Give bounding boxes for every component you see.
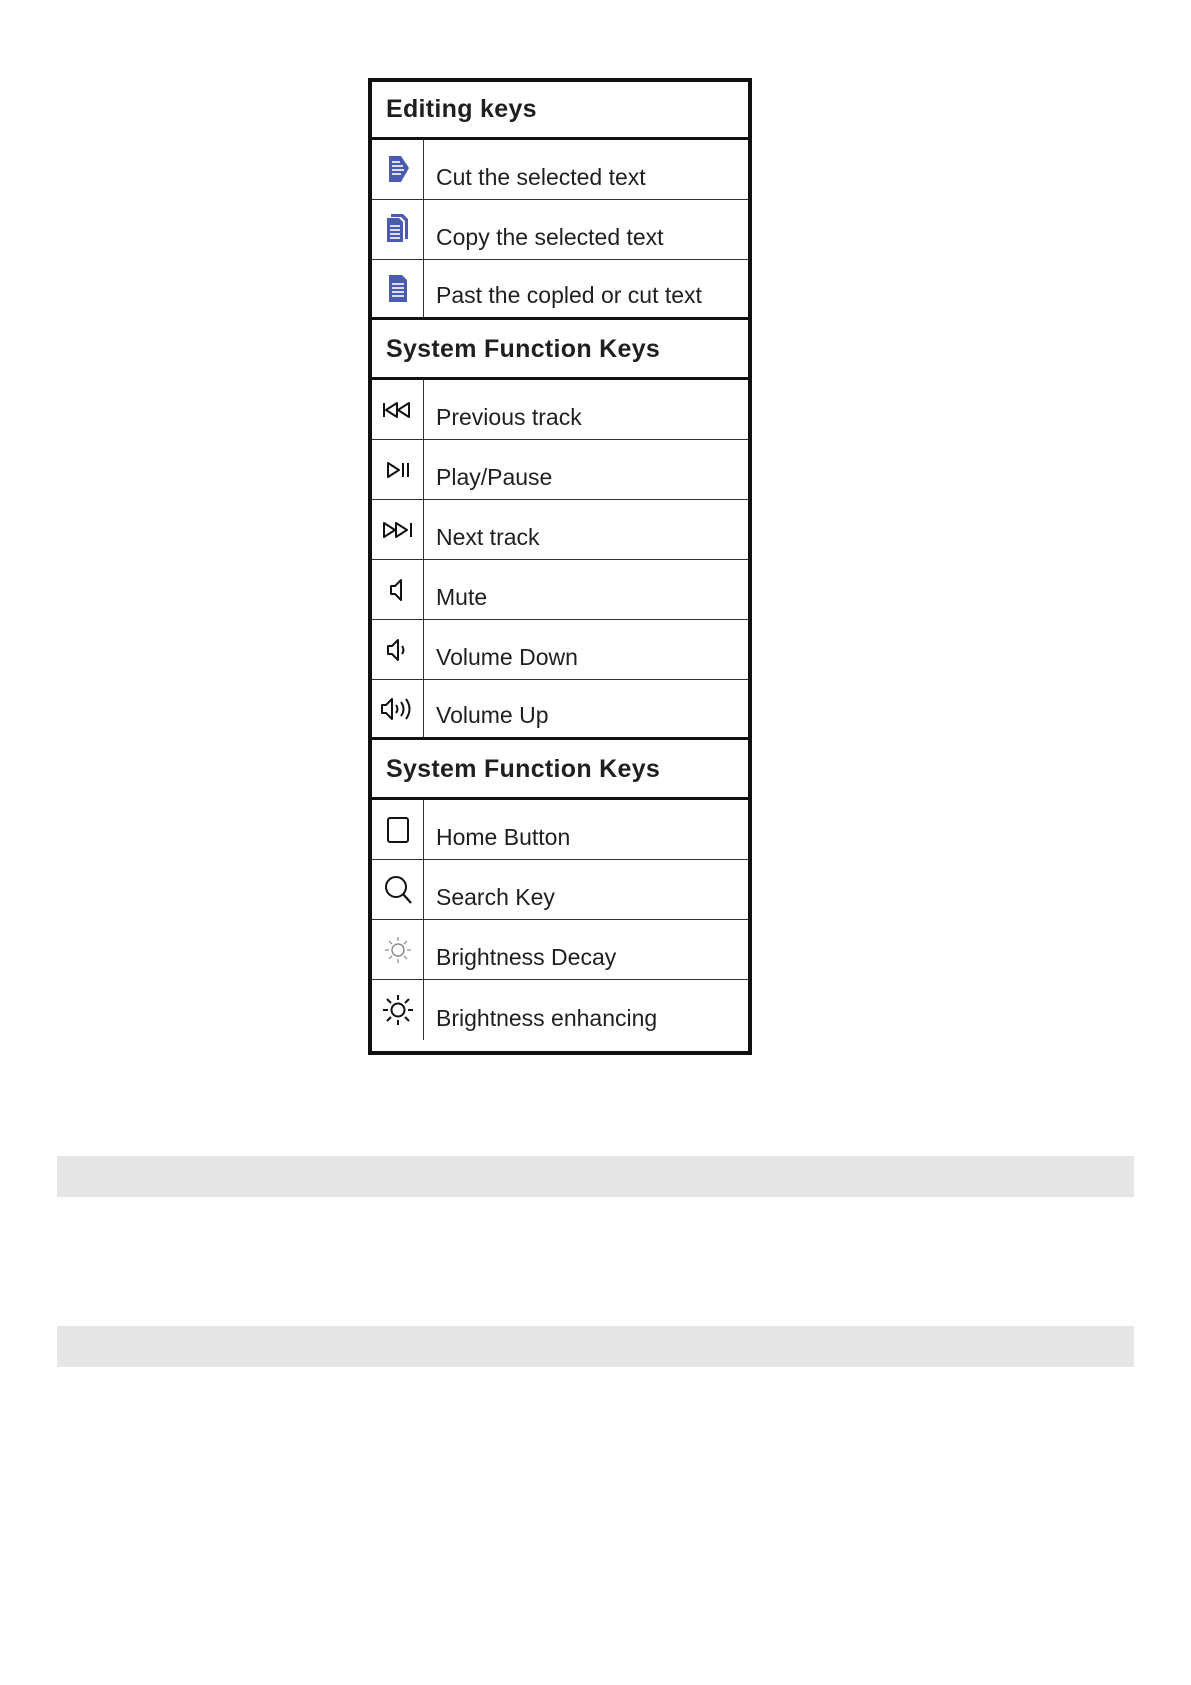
key-row bbox=[372, 260, 748, 320]
brightness-down-icon bbox=[380, 932, 416, 968]
key-label: Home Button bbox=[436, 824, 571, 850]
section-title: System Function Keys bbox=[386, 335, 661, 363]
gray-band bbox=[57, 1156, 1134, 1197]
key-label: Brightness Decay bbox=[436, 944, 617, 970]
next-track-icon bbox=[380, 512, 416, 548]
brightness-up-icon bbox=[380, 992, 416, 1028]
section-title: Editing keys bbox=[386, 95, 537, 123]
key-row bbox=[372, 140, 748, 200]
play-pause-icon bbox=[380, 452, 416, 488]
key-row bbox=[372, 920, 748, 980]
key-label: Search Key bbox=[436, 884, 555, 910]
key-row bbox=[372, 560, 748, 620]
paste-doc-icon bbox=[380, 271, 416, 307]
key-row bbox=[372, 800, 748, 860]
section-header-editing bbox=[372, 82, 748, 140]
key-label: Mute bbox=[436, 584, 488, 610]
section-header-system-function bbox=[372, 322, 748, 380]
key-row bbox=[372, 500, 748, 560]
key-label: Next track bbox=[436, 524, 540, 550]
key-label: Volume Up bbox=[436, 702, 549, 728]
key-row bbox=[372, 440, 748, 500]
key-label: Volume Down bbox=[436, 644, 578, 670]
key-row bbox=[372, 680, 748, 740]
key-label: Copy the selected text bbox=[436, 224, 664, 250]
key-label: Brightness enhancing bbox=[436, 1005, 658, 1031]
key-label: Play/Pause bbox=[436, 464, 553, 490]
previous-track-icon bbox=[380, 392, 416, 428]
gray-band bbox=[57, 1326, 1134, 1367]
key-row bbox=[372, 380, 748, 440]
section-header-system-function-2 bbox=[372, 742, 748, 800]
key-label: Cut the selected text bbox=[436, 164, 646, 190]
key-table bbox=[368, 78, 752, 1055]
cut-doc-icon bbox=[380, 152, 416, 188]
copy-doc-icon bbox=[380, 212, 416, 248]
volume-up-icon bbox=[380, 691, 416, 727]
key-row bbox=[372, 200, 748, 260]
mute-icon bbox=[380, 572, 416, 608]
key-label: Previous track bbox=[436, 404, 582, 430]
section-title: System Function Keys bbox=[386, 755, 661, 783]
search-icon bbox=[380, 872, 416, 908]
volume-down-icon bbox=[380, 632, 416, 668]
key-row bbox=[372, 620, 748, 680]
key-row bbox=[372, 980, 748, 1040]
home-icon bbox=[380, 812, 416, 848]
key-label: Past the copled or cut text bbox=[436, 282, 702, 308]
key-row bbox=[372, 860, 748, 920]
